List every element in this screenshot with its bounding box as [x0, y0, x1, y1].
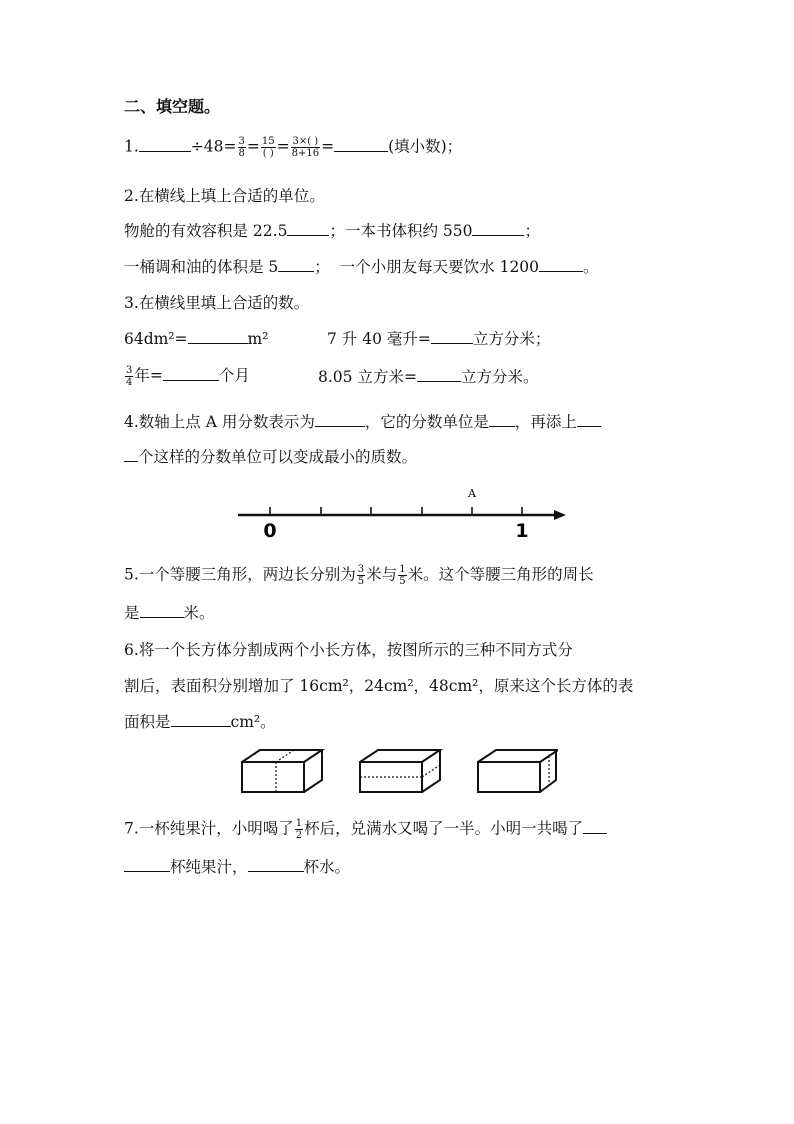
question-4-line-2: 个这样的分数单位可以变成最小的质数。 [124, 447, 417, 467]
q2-blank-3[interactable] [278, 257, 314, 272]
q1-fraction-3: $\frac{3\times( )}{8+16}$ [291, 136, 320, 159]
q4-blank-3[interactable] [577, 412, 601, 427]
q1-fraction-2: $\frac{15}{( )}$ [261, 136, 275, 159]
question-6-line-2: 割后，表面积分别增加了 16cm²，24cm²，48cm²，原来这个长方体的表 [124, 677, 634, 695]
question-3-line-1-right: 7 升 40 毫升= 立方分米； [327, 330, 551, 348]
question-3-line-1: 64dm²= m² [124, 330, 269, 348]
number-line-figure [234, 480, 570, 550]
one-label: 1 [515, 520, 529, 542]
q7-blank-2[interactable] [248, 857, 304, 872]
q1-blank-2[interactable] [334, 137, 388, 152]
zero-label: 0 [263, 520, 277, 542]
q4-blank-2[interactable] [489, 412, 515, 427]
q1-equals: = [276, 137, 290, 156]
q3-blank-2[interactable] [431, 329, 473, 344]
q1-equals: = [321, 137, 335, 156]
question-6-line-1: 6.将一个长方体分割成两个小长方体，按图所示的三种不同方式分 [124, 641, 573, 659]
question-7-line-1: 7.一杯纯果汁，小明喝了 $\frac{1}{2}$ 杯后，兑满水又喝了一半。小明一共喝了 [124, 818, 607, 841]
q2-blank-4[interactable] [539, 257, 583, 272]
cuboid-2 [360, 750, 440, 792]
question-3-prompt: 3.在横线里填上合适的数。 [124, 294, 310, 312]
q4-blank-3-cont[interactable] [124, 447, 138, 462]
q3-blank-3[interactable] [163, 366, 219, 381]
arrow-icon [554, 510, 566, 520]
q4-blank-1[interactable] [315, 412, 365, 427]
question-1 [124, 136, 462, 159]
q6-blank[interactable] [171, 712, 231, 727]
q7-blank-1-cont[interactable] [124, 857, 170, 872]
question-5-line-2: 是 米。 [124, 604, 215, 622]
question-6-line-3: 面积是 cm²。 [124, 713, 276, 731]
q3-blank-1[interactable] [188, 329, 248, 344]
q5-blank[interactable] [140, 603, 184, 618]
question-4-line-1: 4.数轴上点 A 用分数表示为 ，它的分数单位是 ，再添上 [124, 412, 601, 432]
question-5-line-1: 5.一个等腰三角形，两边长分别为 $\frac{3}{5}$ 米与 $\frac{1}{5}$ 米。这个等腰三角形的周长 [124, 564, 594, 587]
cuboid-3 [478, 750, 558, 792]
q7-fraction: $\frac{1}{2}$ [295, 818, 303, 841]
question-2-line-2: 一桶调和油的体积是 5 ； 一个小朋友每天要饮水 1200 。 [124, 258, 599, 276]
q1-division: ÷48= [190, 137, 237, 156]
q2-blank-1[interactable] [287, 221, 329, 236]
question-3-line-2: $\frac{3}{4}$ 年= 个月 [126, 365, 250, 388]
q5-fraction-2: $\frac{1}{5}$ [399, 564, 406, 587]
q1-blank-1[interactable] [139, 137, 191, 152]
q1-equals: = [246, 137, 260, 156]
q3-fraction: $\frac{3}{4}$ [126, 365, 133, 388]
q2-blank-2[interactable] [472, 221, 524, 236]
q7-blank-1[interactable] [583, 819, 607, 834]
number-line-ticks [270, 507, 522, 515]
section-title: 二、填空题。 [124, 97, 221, 116]
q1-fraction-1: $\frac{3}{8}$ [238, 136, 245, 159]
q3-blank-4[interactable] [417, 367, 461, 382]
point-a-label: A [468, 487, 476, 500]
cuboid-figures [238, 744, 558, 796]
question-7-line-2: 杯纯果汁， 杯水。 [124, 857, 350, 877]
cuboid-1 [242, 750, 322, 792]
q1-tail: (填小数)； [388, 137, 463, 156]
question-3-line-2-right: 8.05 立方米= 立方分米。 [318, 368, 539, 386]
q5-fraction-1: $\frac{3}{5}$ [357, 564, 365, 587]
q1-number: 1. [124, 137, 139, 156]
question-2-line-1: 物舱的有效容积是 22.5 ；一本书体积约 550 ； [124, 222, 540, 240]
question-2-prompt: 2.在横线上填上合适的单位。 [124, 187, 325, 205]
